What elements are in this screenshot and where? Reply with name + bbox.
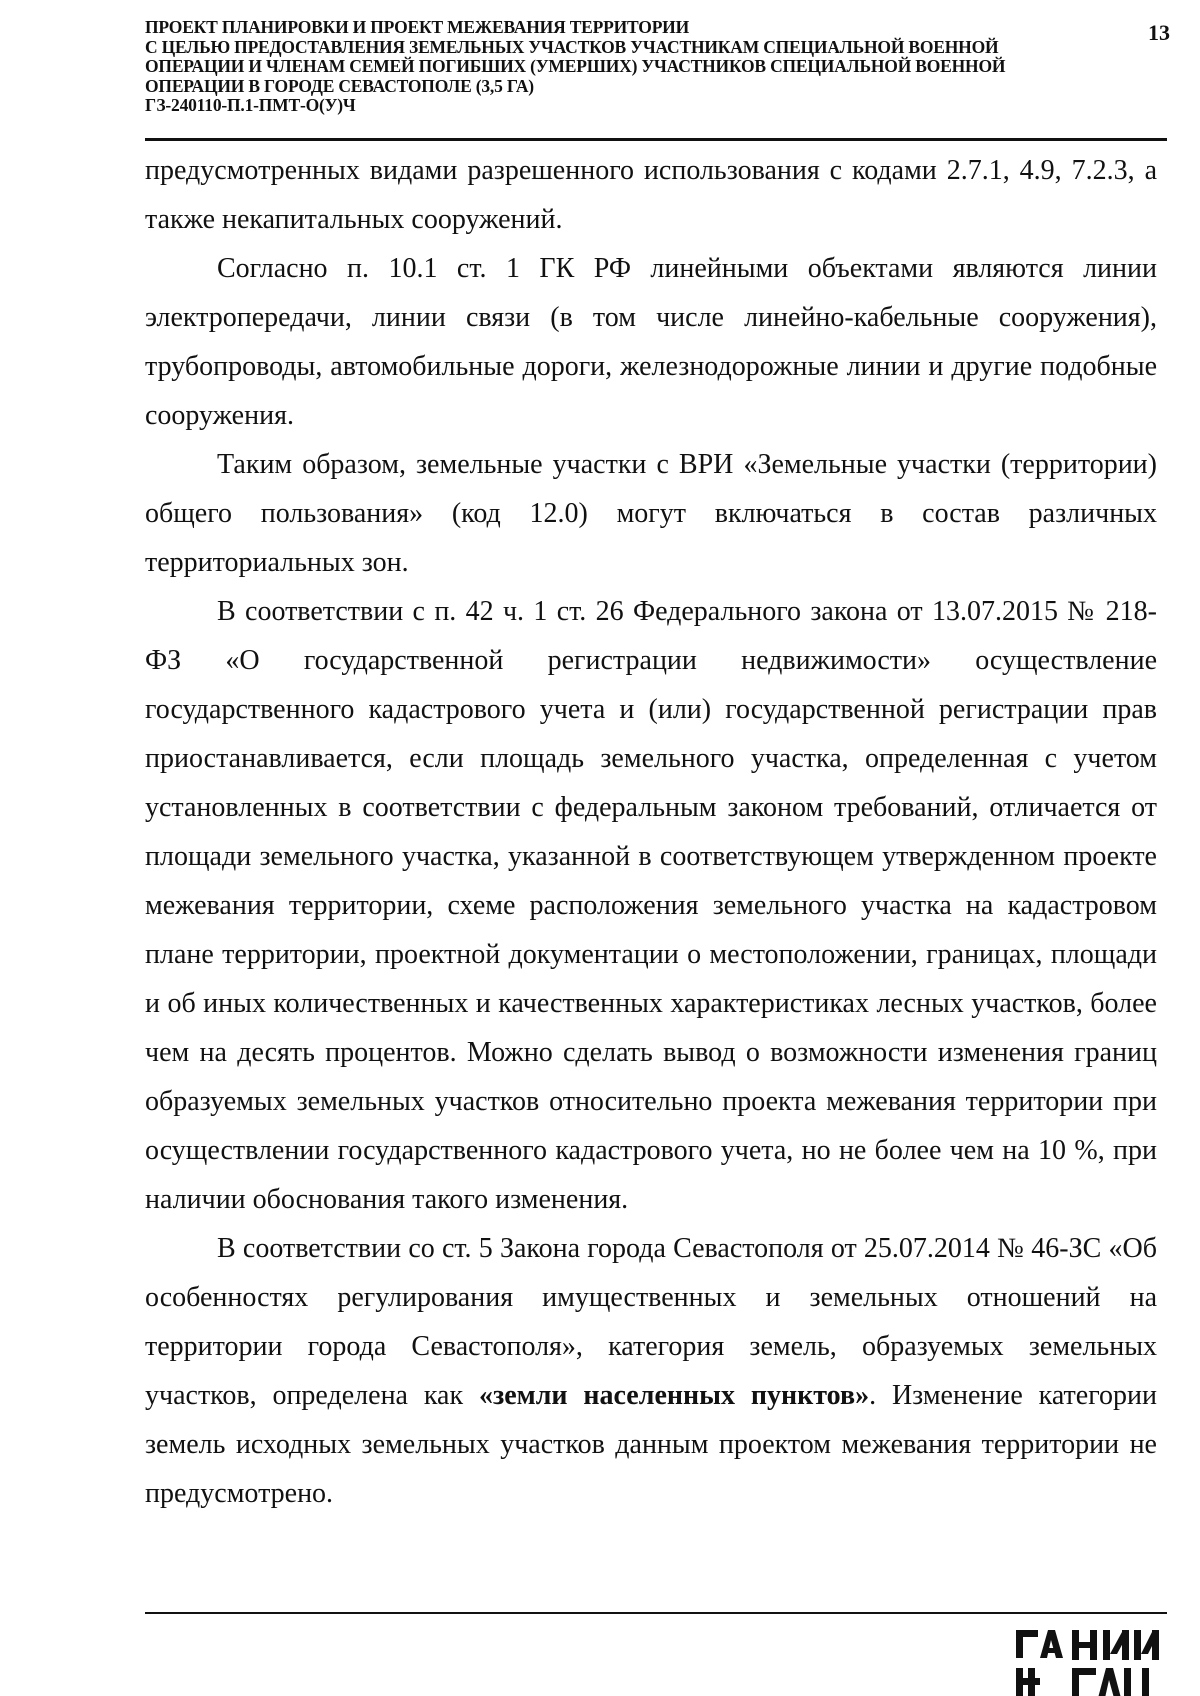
company-logo xyxy=(1010,1622,1160,1696)
page-number: 13 xyxy=(1148,20,1170,45)
header-line-3: ОПЕРАЦИИ И ЧЛЕНАМ СЕМЕЙ ПОГИБШИХ (УМЕРШИХ) УЧАСТНИКОВ СПЕЦИАЛЬНОЙ ВОЕННОЙ xyxy=(145,56,1006,76)
document-code: ГЗ-240110-П.1-ПМТ-О(У)Ч xyxy=(145,95,356,115)
paragraph-4: В соответствии с п. 42 ч. 1 ст. 26 Федерального закона от 13.07.2015 № 218-ФЗ «О государственной регистрации недвижимости» осуществление государственного кадастрового учета и (или) государственной регистрации прав приостанавливается, если площадь земельного участка, определенная с учетом установленных в соответствии с федеральным законом требований, отличается от площади земельного участка, указанной в соответствующем утвержденном проекте межевания территории, схеме расположения земельного участка на кадастровом плане территории, проектной документации о местоположении, границах, площади и об иных количественных и качественных характеристиках лесных участков, более чем на десять процентов. Можно сделать вывод о возможности изменения границ образуемых земельных участков относительно проекта межевания территории при осуществлении государственного кадастрового учета, но не более чем на 10 %, при наличии обоснования такого изменения. xyxy=(145,596,1157,1215)
header-line-1: ПРОЕКТ ПЛАНИРОВКИ И ПРОЕКТ МЕЖЕВАНИЯ ТЕРРИТОРИИ xyxy=(145,17,690,37)
paragraph-5 xyxy=(145,1224,1157,1518)
paragraph-1: предусмотренных видами разрешенного использования с кодами 2.7.1, 4.9, 7.2.3, а также некапитальных сооружений. xyxy=(145,155,1157,235)
document-body xyxy=(145,146,1157,1518)
footer-divider xyxy=(145,1612,1167,1614)
paragraph-2: Согласно п. 10.1 ст. 1 ГК РФ линейными объектами являются линии электропередачи, линии связи (в том числе линейно-кабельные сооружения), трубопроводы, автомобильные дороги, железнодорожные линии и другие подобные сооружения. xyxy=(145,253,1157,431)
paragraph-3: Таким образом, земельные участки с ВРИ «Земельные участки (территории) общего пользования» (код 12.0) могут включаться в состав различных территориальных зон. xyxy=(145,449,1157,578)
paragraph-5-text-b: . Изменение категории земель исходных земельных участков данным проектом межевания территории не предусмотрено. xyxy=(145,1380,1157,1509)
document-header xyxy=(145,18,1135,116)
header-line-2: С ЦЕЛЬЮ ПРЕДОСТАВЛЕНИЯ ЗЕМЕЛЬНЫХ УЧАСТКОВ УЧАСТНИКАМ СПЕЦИАЛЬНОЙ ВОЕННОЙ xyxy=(145,36,999,57)
header-line-4: ОПЕРАЦИИ В ГОРОДЕ СЕВАСТОПОЛЕ (3,5 ГА) xyxy=(145,75,534,96)
paragraph-5-text-a: В соответствии со ст. 5 Закона города Севастополя от 25.07.2014 № 46-ЗС «Об особенностях регулирования имущественных и земельных отношений на территории города Севастополя», категория земель, образуемых земельных участков, определена как xyxy=(145,1233,1157,1411)
land-category-emphasis: «земли населенных пунктов» xyxy=(478,1380,870,1411)
header-divider xyxy=(145,138,1167,141)
